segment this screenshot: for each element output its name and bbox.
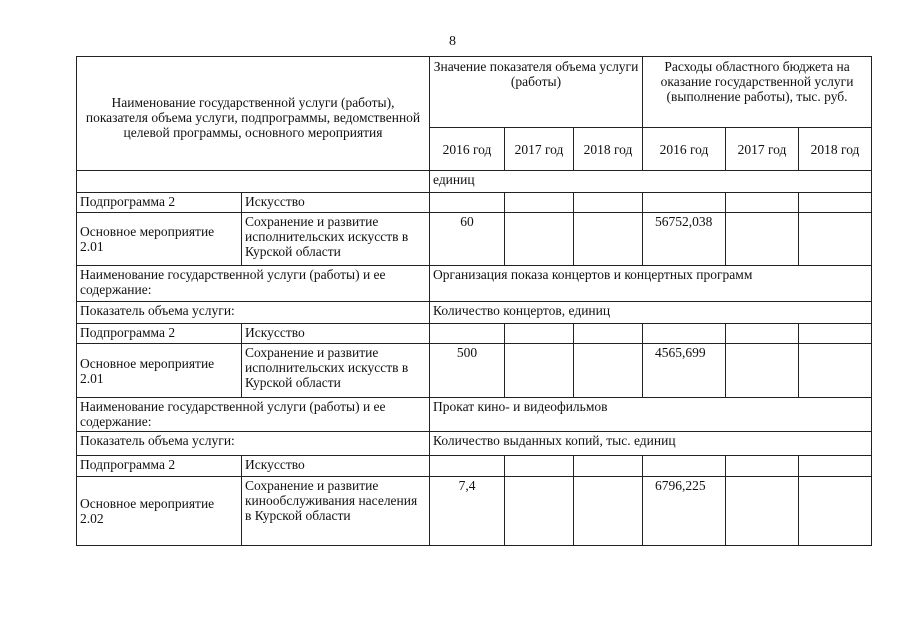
activity-label: Основное мероприятие 2.02: [77, 477, 242, 546]
budget-2016: 56752,038: [643, 213, 726, 266]
indicator-label: Показатель объема услуги:: [77, 302, 430, 324]
header-volume-group: Значение показателя объема услуги (работы): [430, 57, 643, 128]
header-year: 2016 год: [643, 128, 726, 171]
indicator-value: Количество выданных копий, тыс. единиц: [430, 432, 872, 456]
subprogram-name: Искусство: [242, 193, 430, 213]
service-value: Организация показа концертов и концертных программ: [430, 266, 872, 302]
volume-2016: 60: [430, 213, 505, 266]
services-table: [76, 56, 872, 546]
table-row: [77, 213, 872, 266]
subprogram-name: Искусство: [242, 456, 430, 477]
units-row-empty: [77, 171, 430, 193]
volume-2016: 500: [430, 344, 505, 398]
table-row: [77, 324, 872, 344]
service-value: Прокат кино- и видеофильмов: [430, 398, 872, 432]
table-row: [77, 456, 872, 477]
subprogram-label: Подпрограмма 2: [77, 193, 242, 213]
budget-2016: 6796,225: [643, 477, 726, 546]
table-row: [77, 193, 872, 213]
indicator-value: Количество концертов, единиц: [430, 302, 872, 324]
indicator-label: Показатель объема услуги:: [77, 432, 430, 456]
service-label: Наименование государственной услуги (работы) и ее содержание:: [77, 398, 430, 432]
table-row: [77, 477, 872, 546]
table-row: [77, 344, 872, 398]
page-number: 8: [449, 34, 456, 49]
header-year: 2017 год: [505, 128, 574, 171]
header-year: 2016 год: [430, 128, 505, 171]
subprogram-label: Подпрограмма 2: [77, 456, 242, 477]
table-row: [77, 266, 872, 302]
header-year: 2018 год: [574, 128, 643, 171]
table-row: [77, 302, 872, 324]
table-row: [77, 432, 872, 456]
activity-name: Сохранение и развитие исполнительских искусств в Курской области: [242, 213, 430, 266]
units-row-value: единиц: [430, 171, 872, 193]
header-year: 2018 год: [799, 128, 872, 171]
activity-name: Сохранение и развитие исполнительских искусств в Курской области: [242, 344, 430, 398]
activity-label: Основное мероприятие 2.01: [77, 344, 242, 398]
header-year: 2017 год: [726, 128, 799, 171]
budget-2016: 4565,699: [643, 344, 726, 398]
subprogram-label: Подпрограмма 2: [77, 324, 242, 344]
service-label: Наименование государственной услуги (работы) и ее содержание:: [77, 266, 430, 302]
activity-label: Основное мероприятие 2.01: [77, 213, 242, 266]
table-row: [77, 398, 872, 432]
header-budget-group: Расходы областного бюджета на оказание государственной услуги (выполнение работы), тыс. руб.: [643, 57, 872, 128]
volume-2016: 7,4: [430, 477, 505, 546]
header-name-column: Наименование государственной услуги (работы), показателя объема услуги, подпрограммы, ведомственной целевой программы, основного мероприятия: [77, 57, 430, 171]
activity-name: Сохранение и развитие кинообслуживания населения в Курской области: [242, 477, 430, 546]
subprogram-name: Искусство: [242, 324, 430, 344]
